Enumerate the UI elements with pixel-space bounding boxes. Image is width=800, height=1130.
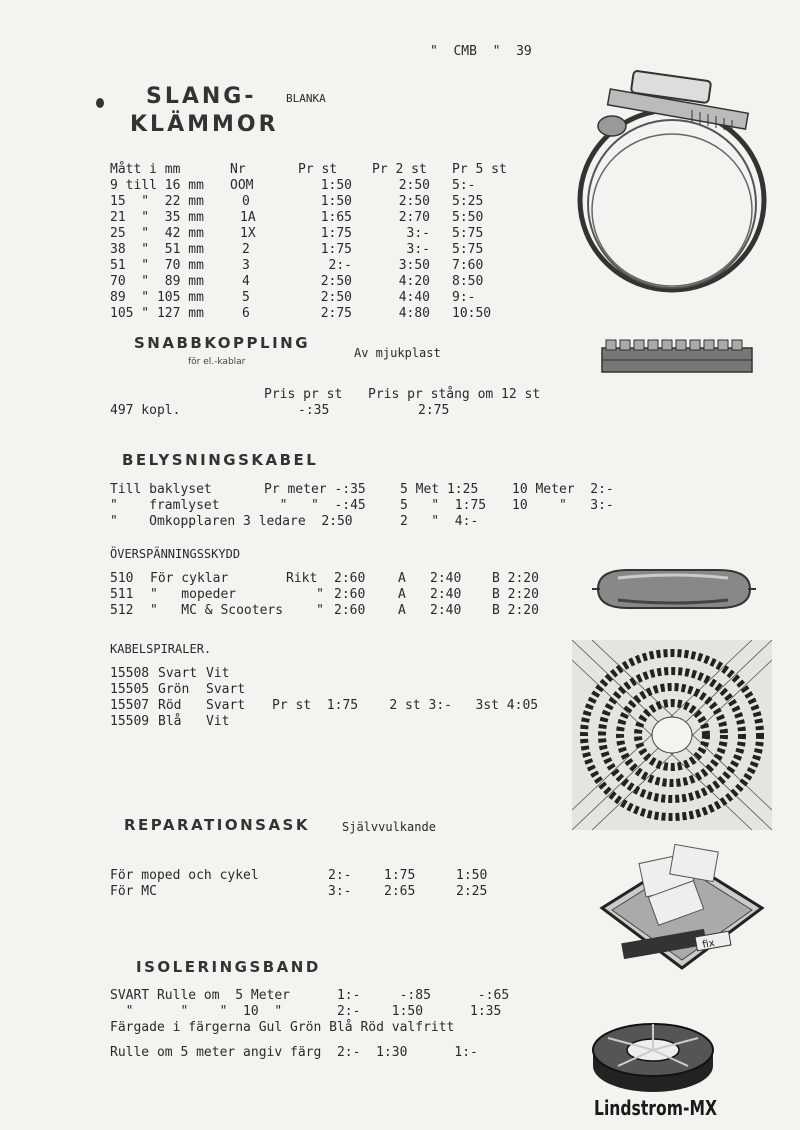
price-cell: 1:50 [320, 194, 352, 209]
spiral-color-1: Blå [158, 714, 182, 729]
price-b: B 2:20 [492, 603, 539, 618]
price-a: 2:40 [430, 603, 462, 618]
size-cell: 89 " 105 mm [110, 290, 204, 305]
price-cell: 5:- [452, 178, 476, 193]
price-cell: 2:70 [398, 210, 430, 225]
surge-protection-table [110, 571, 539, 619]
price-cell: 9:- [452, 290, 476, 305]
quick-coupling-subtitle: för el.-kablar [188, 357, 246, 367]
lighting-cable-table [110, 482, 614, 530]
item-nr: 510 [110, 571, 134, 586]
tape-line-3: Färgade i färgerna Gul Grön Blå Röd valfritt [110, 1020, 455, 1035]
price-header-each: Pris pr st [264, 387, 343, 402]
spiral-nr: 15507 [110, 698, 150, 713]
table-row [110, 258, 522, 274]
table-row [110, 868, 487, 884]
cable-price-10m [512, 514, 614, 530]
table-row [110, 603, 539, 619]
nr-cell: 4 [242, 274, 250, 289]
cable-desc: " Omkopplaren 3 ledare [110, 514, 306, 529]
price-a: 2:40 [430, 571, 462, 586]
price-cell: 3:- [406, 242, 430, 257]
repair-kit-box-label: fix [701, 937, 716, 951]
table-row [110, 682, 245, 698]
price-b: B 2:20 [492, 571, 539, 586]
coupling-bar-illustration [598, 334, 758, 384]
nr-cell: 1A [240, 210, 256, 225]
repair-price-3: 1:50 [456, 868, 488, 883]
hose-clamps-finish: BLANKA [286, 92, 326, 105]
tape-line-1: SVART Rulle om 5 Meter 1:- -:85 -:65 [110, 988, 510, 1003]
table-row [110, 242, 522, 258]
item-desc: " mopeder [150, 587, 237, 602]
size-cell: 15 " 22 mm [110, 194, 204, 209]
price-a-label: A [398, 603, 406, 618]
spiral-color-1: Grön [158, 682, 190, 697]
price-cell: 2:50 [398, 194, 430, 209]
table-row [110, 226, 522, 242]
tape-line-2: " " " 10 " 2:- 1:50 1:35 [110, 1004, 502, 1019]
cable-spirals-title: KABELSPIRALER. [110, 642, 212, 656]
insulation-tape-title: ISOLERINGSBAND [136, 958, 321, 976]
cable-spirals-prices: Pr st 1:75 2 st 3:- 3st 4:05 [272, 698, 539, 713]
repair-price-3: 2:25 [456, 884, 488, 899]
hose-clamps-title-line2: KLÄMMOR [130, 112, 279, 137]
cable-spirals-table [110, 666, 245, 730]
repair-kit-subtitle: Självvulkande [342, 820, 436, 834]
item-desc: För cyklar [150, 571, 229, 586]
hose-clamp-illustration [572, 70, 772, 300]
nr-cell: 0 [242, 194, 250, 209]
table-row [110, 514, 614, 530]
item-desc: " MC & Scooters [150, 603, 284, 618]
table-row [110, 194, 522, 210]
cable-price-10m: 10 " 3:- [512, 498, 614, 513]
item-nr: 512 [110, 603, 134, 618]
tape-line-4: Rulle om 5 meter angiv färg 2:- 1:30 1:- [110, 1045, 478, 1060]
price-cell: 2:50 [320, 274, 352, 289]
price-a-label: A [398, 587, 406, 602]
cable-price-meter: Pr meter -:35 [264, 482, 366, 497]
coupling-item: 497 kopl. [110, 403, 181, 418]
surge-protector-illustration [588, 562, 758, 616]
item-nr: 511 [110, 587, 134, 602]
price-b: B 2:20 [492, 587, 539, 602]
spiral-color-1: Röd [158, 698, 182, 713]
price-cell: 2:75 [320, 306, 352, 321]
price-cell: 4:20 [398, 274, 430, 289]
price-cell: 7:60 [452, 258, 484, 273]
table-row [110, 698, 245, 714]
cable-price-5m: 2 " 4:- [400, 514, 479, 529]
spiral-color-1: Svart [158, 666, 198, 681]
price-rikt: 2:60 [334, 571, 366, 586]
table-row [110, 178, 522, 194]
cable-price-meter: " " -:45 [264, 498, 366, 513]
price-cell: 5:75 [452, 226, 484, 241]
col-header-price-2: Pr 2 st [372, 162, 427, 177]
table-row [110, 306, 522, 322]
price-rikt: 2:60 [334, 587, 366, 602]
lighting-cable-title: BELYSNINGSKABEL [122, 451, 319, 469]
spiral-color-2: Svart [206, 682, 246, 697]
repair-price-1: 2:- [328, 868, 352, 883]
price-cell: 4:80 [398, 306, 430, 321]
price-cell: 1:50 [320, 178, 352, 193]
nr-cell: 1X [240, 226, 256, 241]
cable-desc: " framlyset [110, 498, 220, 513]
size-cell: 25 " 42 mm [110, 226, 204, 241]
punch-hole-mark [96, 98, 104, 108]
tape-roll-illustration [588, 1016, 718, 1096]
nr-cell: 6 [242, 306, 250, 321]
price-cell: 1:65 [320, 210, 352, 225]
table-row [110, 884, 487, 900]
price-cell: 2:- [328, 258, 352, 273]
table-row [110, 210, 522, 226]
price-cell: 2:50 [320, 290, 352, 305]
table-row [110, 498, 614, 514]
repair-price-2: 1:75 [384, 868, 416, 883]
spiral-nr: 15505 [110, 682, 150, 697]
col-header-price-1: Pr st [298, 162, 338, 177]
page-number-header: " CMB " 39 [430, 44, 532, 59]
price-label: " [316, 587, 324, 602]
quick-coupling-title: SNABBKOPPLING [134, 334, 311, 352]
coupling-price-each: -:35 [298, 403, 330, 418]
repair-kit-table [110, 868, 487, 900]
price-label: " [316, 603, 324, 618]
col-header-size: Mått i mm [110, 162, 181, 177]
price-cell: 1:75 [320, 242, 352, 257]
spiral-color-2: Svart [206, 698, 246, 713]
col-header-price-5: Pr 5 st [452, 162, 507, 177]
table-row [110, 290, 522, 306]
cable-price-5m: 5 Met 1:25 [400, 482, 479, 497]
nr-cell: 5 [242, 290, 250, 305]
coupling-price-bar: 2:75 [418, 403, 450, 418]
repair-kit-title: REPARATIONSASK [124, 816, 310, 834]
price-cell: 2:50 [398, 178, 430, 193]
size-cell: 38 " 51 mm [110, 242, 204, 257]
table-row [110, 274, 522, 290]
table-row [110, 482, 614, 498]
repair-price-1: 3:- [328, 884, 352, 899]
hose-clamps-table [110, 162, 522, 322]
nr-cell: 2 [242, 242, 250, 257]
price-cell: 1:75 [320, 226, 352, 241]
repair-desc: För MC [110, 884, 157, 899]
table-header-row [110, 162, 522, 178]
table-row [110, 714, 245, 730]
spiral-color-2: Vit [206, 666, 230, 681]
size-cell: 70 " 89 mm [110, 274, 204, 289]
repair-desc: För moped och cykel [110, 868, 259, 883]
spiral-nr: 15508 [110, 666, 150, 681]
price-header-bar: Pris pr stång om 12 st [368, 387, 541, 402]
hose-clamps-title-line1: SLANG- [146, 84, 257, 109]
price-label: Rikt [286, 571, 318, 586]
cable-spiral-illustration [572, 640, 772, 830]
cable-price-5m: 5 " 1:75 [400, 498, 487, 513]
nr-cell: 3 [242, 258, 250, 273]
repair-kit-illustration [592, 838, 772, 988]
nr-cell: OOM [230, 178, 254, 193]
repair-price-2: 2:65 [384, 884, 416, 899]
cable-price-10m: 10 Meter 2:- [512, 482, 614, 497]
size-cell: 105 " 127 mm [110, 306, 204, 321]
price-cell: 3:50 [398, 258, 430, 273]
cable-price-meter: 2:50 [321, 514, 353, 529]
price-cell: 8:50 [452, 274, 484, 289]
price-cell: 5:50 [452, 210, 484, 225]
table-row [110, 666, 245, 682]
spiral-nr: 15509 [110, 714, 150, 729]
price-cell: 4:40 [398, 290, 430, 305]
table-row [110, 587, 539, 603]
size-cell: 51 " 70 mm [110, 258, 204, 273]
price-cell: 3:- [406, 226, 430, 241]
size-cell: 21 " 35 mm [110, 210, 204, 225]
quick-coupling-material: Av mjukplast [354, 346, 441, 360]
cable-desc: Till baklyset [110, 482, 212, 497]
size-cell: 9 till 16 mm [110, 178, 204, 193]
price-a: 2:40 [430, 587, 462, 602]
watermark-logo: Lindstrom-MX [594, 1096, 717, 1120]
col-header-nr: Nr [230, 162, 246, 177]
spiral-color-2: Vit [206, 714, 230, 729]
surge-protection-title: ÖVERSPÄNNINGSSKYDD [110, 547, 241, 561]
price-cell: 10:50 [452, 306, 492, 321]
table-row [110, 571, 539, 587]
price-rikt: 2:60 [334, 603, 366, 618]
price-a-label: A [398, 571, 406, 586]
price-cell: 5:25 [452, 194, 484, 209]
price-cell: 5:75 [452, 242, 484, 257]
